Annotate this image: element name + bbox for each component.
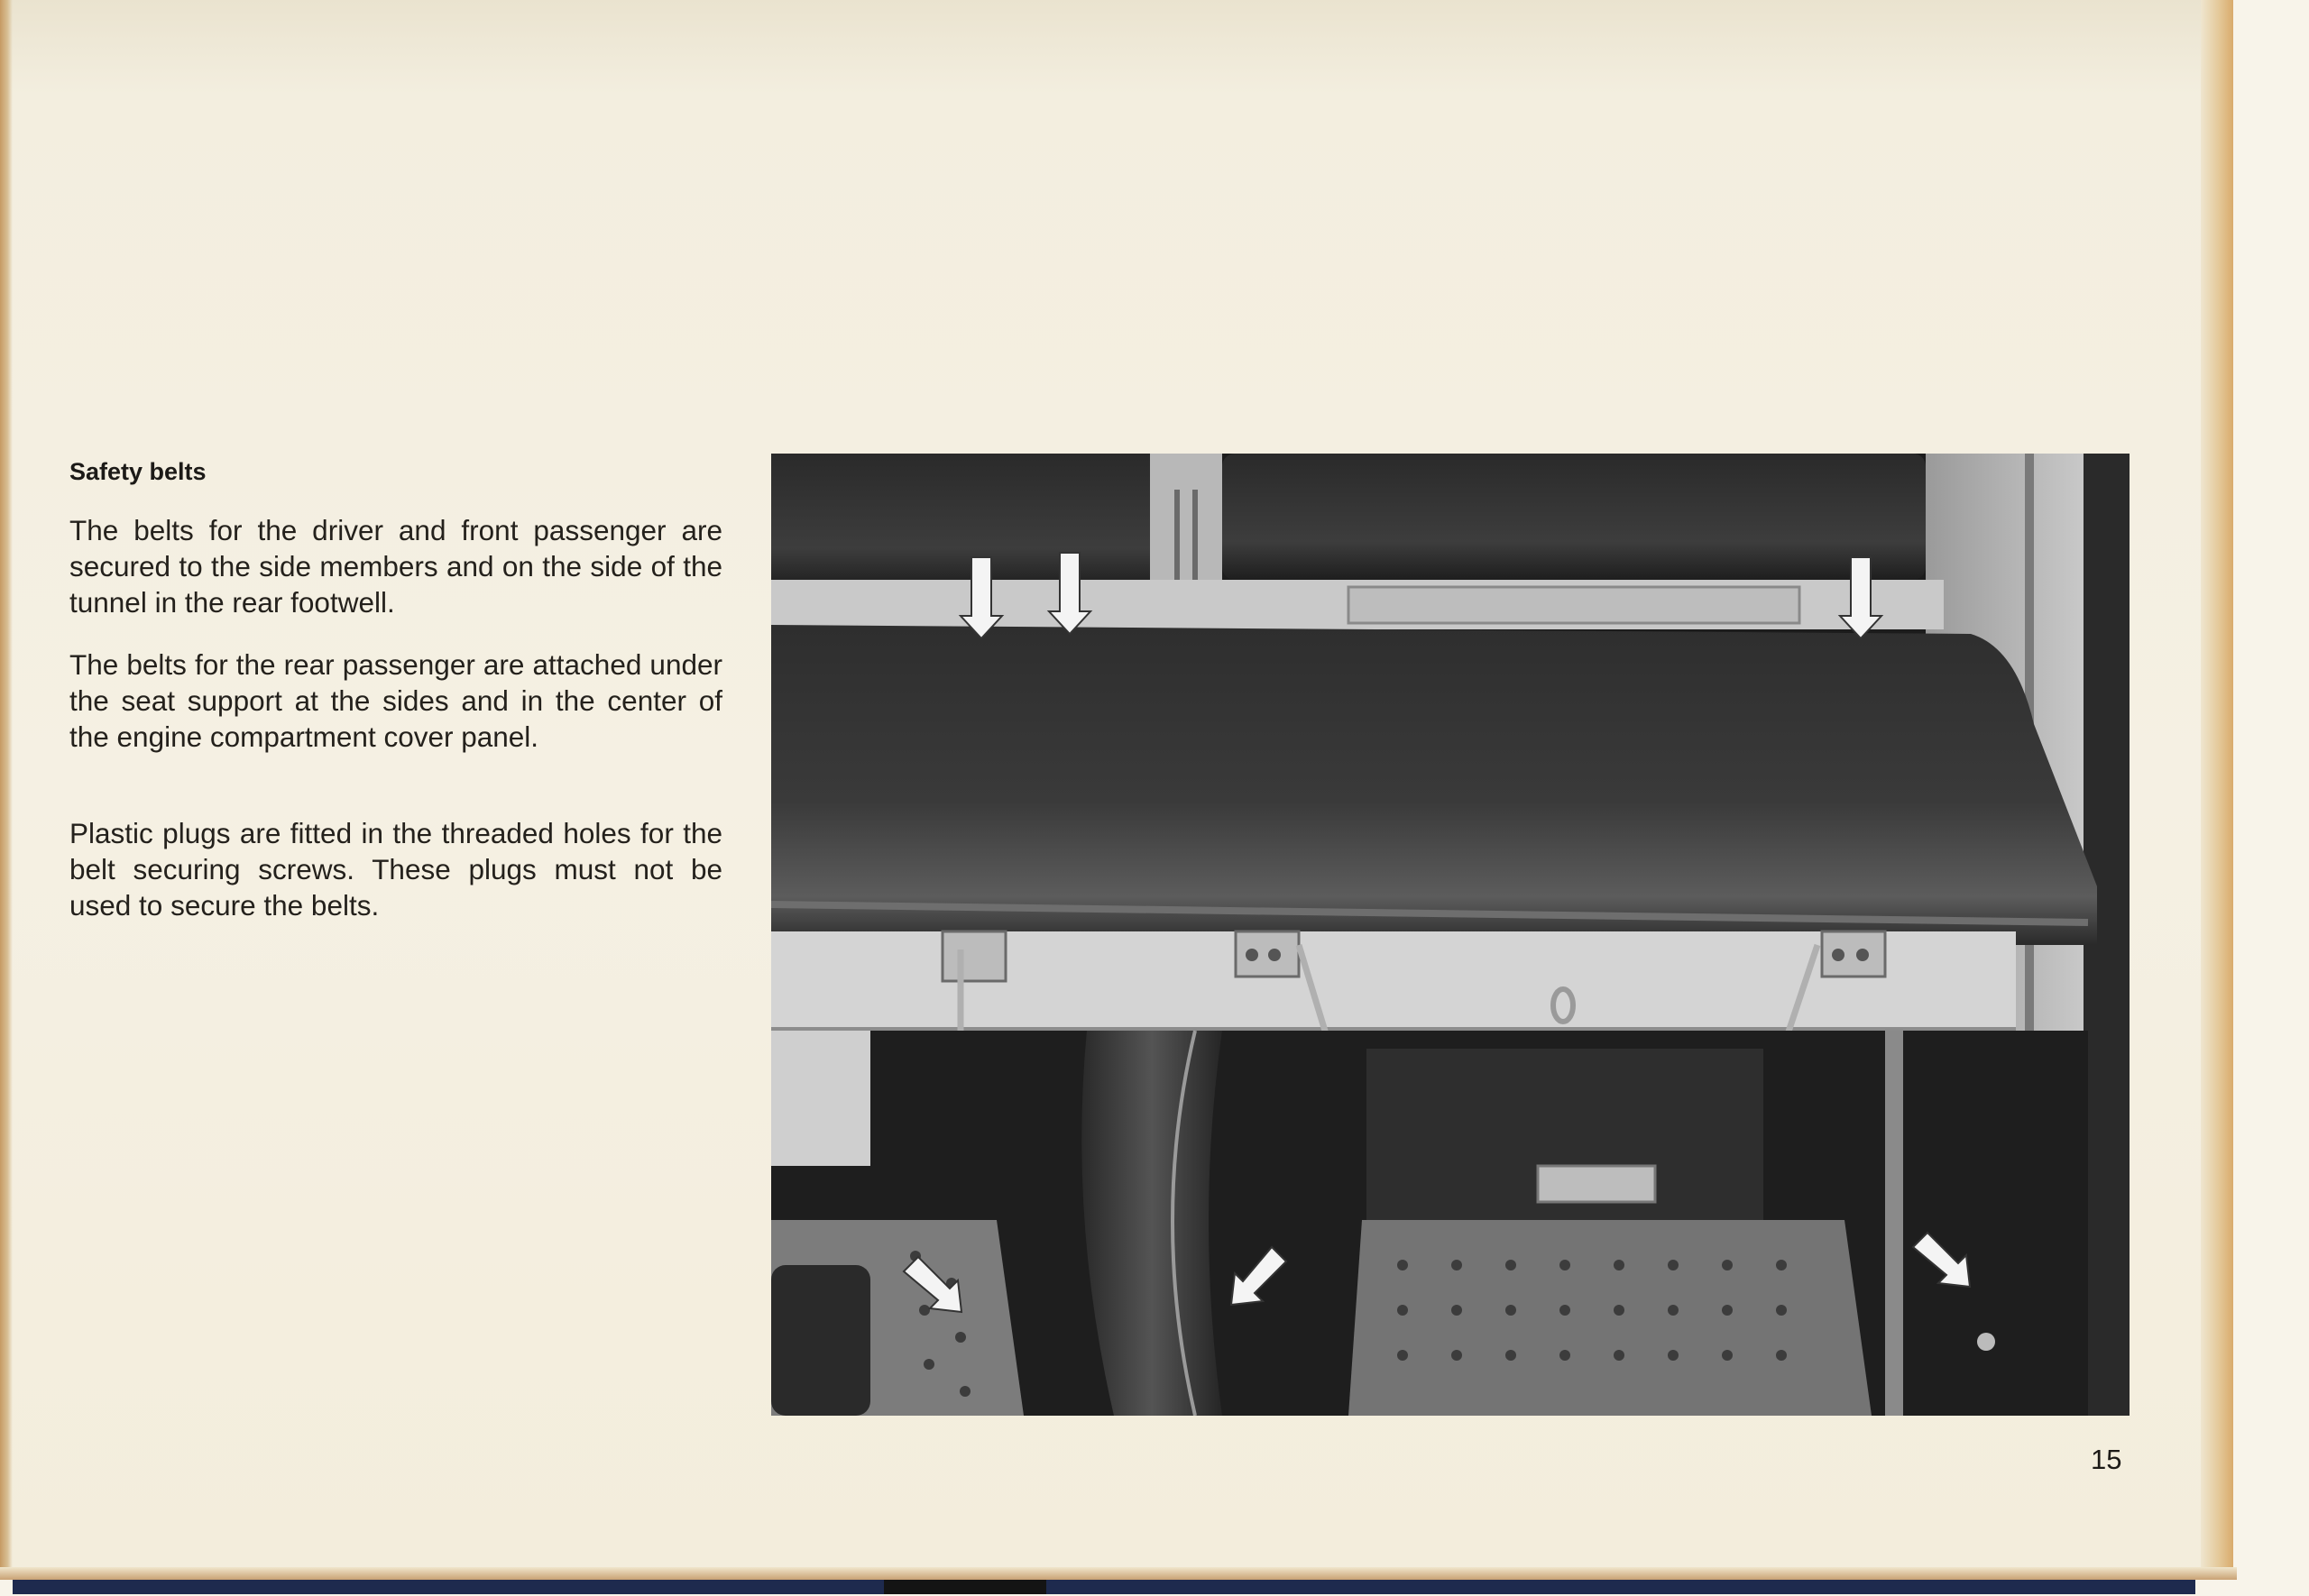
- scanner-bottom-bar: [13, 1580, 2195, 1594]
- paragraph-front-belts: The belts for the driver and front passenger are secured to the side members and on the side of the tunnel in the rear footwell.: [69, 514, 722, 619]
- paragraph-rear-belts: The belts for the rear passenger are attached under the seat support at the sides and in the center of the engine compartment cover panel.: [69, 648, 722, 753]
- page-right-edge: [2201, 0, 2233, 1573]
- scanner-bottom-bar-segment: [884, 1580, 1046, 1594]
- page-left-edge: [0, 0, 13, 1569]
- seat-anchorage-photo: [771, 454, 2130, 1416]
- page-bottom-edge: [0, 1567, 2237, 1580]
- section-heading: Safety belts: [69, 458, 207, 485]
- page-number: 15: [2091, 1444, 2122, 1475]
- paragraph-plastic-plugs: Plastic plugs are fitted in the threaded holes for the belt securing screws. These plugs must not be used to secure the belts.: [69, 817, 722, 922]
